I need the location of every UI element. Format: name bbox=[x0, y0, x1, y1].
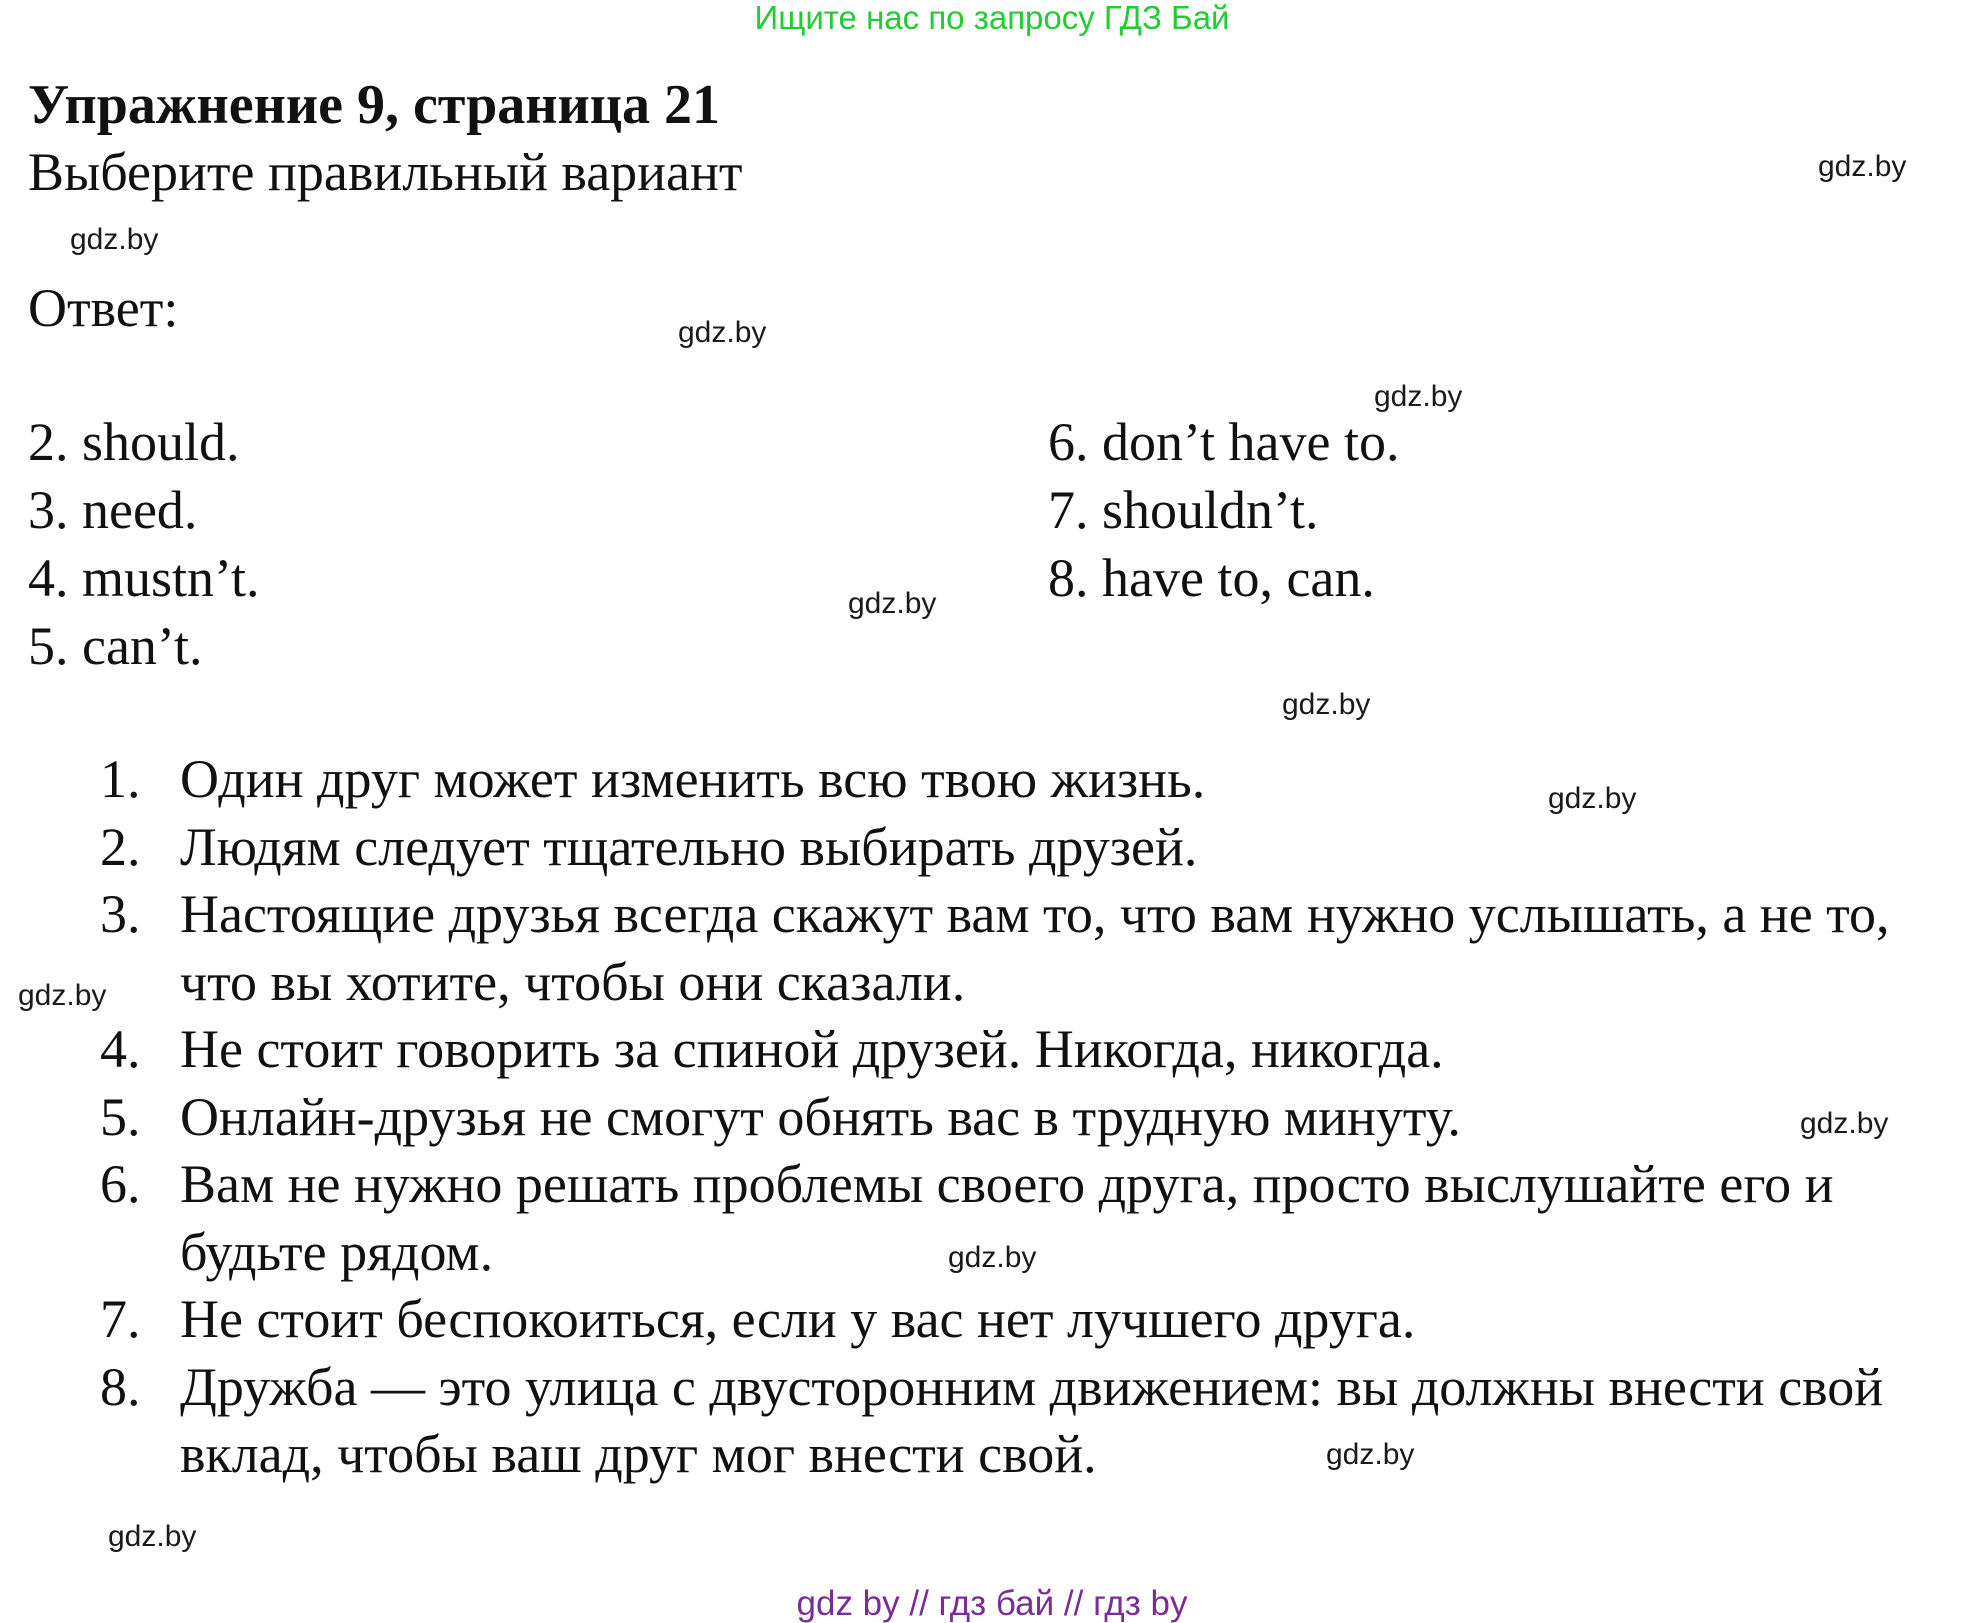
translation-item bbox=[100, 1084, 1930, 1152]
item-number: 2. bbox=[100, 816, 141, 877]
answer-item: 5. can’t. bbox=[28, 616, 203, 676]
watermark: gdz.by bbox=[70, 223, 159, 256]
watermark: gdz.by bbox=[1548, 782, 1637, 815]
watermark: gdz.by bbox=[18, 979, 107, 1012]
answers-left-column bbox=[28, 408, 260, 680]
item-text: Онлайн-друзья не смогут обнять вас в трудную минуту. bbox=[180, 1086, 1461, 1147]
watermark: gdz.by bbox=[948, 1241, 1037, 1274]
item-text: Не стоит говорить за спиной друзей. Никогда, никогда. bbox=[180, 1019, 1444, 1079]
translation-list bbox=[100, 746, 1930, 1489]
answer-label: Ответ: bbox=[28, 278, 179, 338]
translation-item bbox=[100, 1016, 1930, 1084]
item-text: Людям следует тщательно выбирать друзей. bbox=[180, 816, 1198, 877]
item-text: Один друг может изменить всю твою жизнь. bbox=[180, 749, 1206, 809]
watermark: gdz.by bbox=[1282, 688, 1371, 721]
top-banner: Ищите нас по запросу ГДЗ Бай bbox=[754, 0, 1230, 36]
item-number: 4. bbox=[100, 1019, 141, 1079]
watermark: gdz.by bbox=[1374, 380, 1463, 413]
item-number: 7. bbox=[100, 1289, 141, 1349]
item-text: Вам не нужно решать проблемы своего друга, просто выслушайте его и будьте рядом. bbox=[180, 1154, 1834, 1282]
answer-item: 7. shouldn’t. bbox=[1048, 480, 1319, 540]
item-text: Дружба — это улица с двусторонним движением: вы должны внести свой вклад, чтобы ваш друг мог внести свой. bbox=[180, 1356, 1884, 1484]
watermark: gdz.by bbox=[678, 316, 767, 349]
page-title: Упражнение 9, страница 21 bbox=[28, 74, 721, 136]
translation-item bbox=[100, 1354, 1930, 1489]
item-number: 1. bbox=[100, 749, 141, 809]
item-number: 5. bbox=[100, 1086, 141, 1147]
watermark: gdz.by bbox=[108, 1520, 197, 1553]
watermark: gdz.by bbox=[1326, 1438, 1415, 1471]
item-number: 6. bbox=[100, 1154, 141, 1214]
task-instruction: Выберите правильный вариант bbox=[28, 142, 743, 202]
item-number: 3. bbox=[100, 884, 141, 944]
answer-item: 8. have to, can. bbox=[1048, 548, 1375, 608]
watermark: gdz.by bbox=[1800, 1107, 1889, 1140]
translation-item bbox=[100, 881, 1930, 1016]
translation-item bbox=[100, 1286, 1930, 1354]
item-text: Настоящие друзья всегда скажут вам то, что вам нужно услышать, а не то, что вы хотите, чтобы они сказали. bbox=[180, 884, 1890, 1012]
item-text: Не стоит беспокоиться, если у вас нет лучшего друга. bbox=[180, 1289, 1416, 1349]
item-number: 8. bbox=[100, 1356, 141, 1417]
translation-item bbox=[100, 814, 1930, 882]
watermark: gdz.by bbox=[848, 587, 937, 620]
translation-item bbox=[100, 746, 1930, 814]
answers-right-column bbox=[1048, 408, 1399, 612]
bottom-banner: gdz by // гдз бай // гдз by bbox=[796, 1584, 1188, 1623]
answer-item: 2. should. bbox=[28, 412, 240, 472]
watermark: gdz.by bbox=[1818, 150, 1907, 183]
answer-item: 4. mustn’t. bbox=[28, 548, 260, 608]
answer-item: 6. don’t have to. bbox=[1048, 412, 1400, 472]
answer-item: 3. need. bbox=[28, 480, 198, 540]
